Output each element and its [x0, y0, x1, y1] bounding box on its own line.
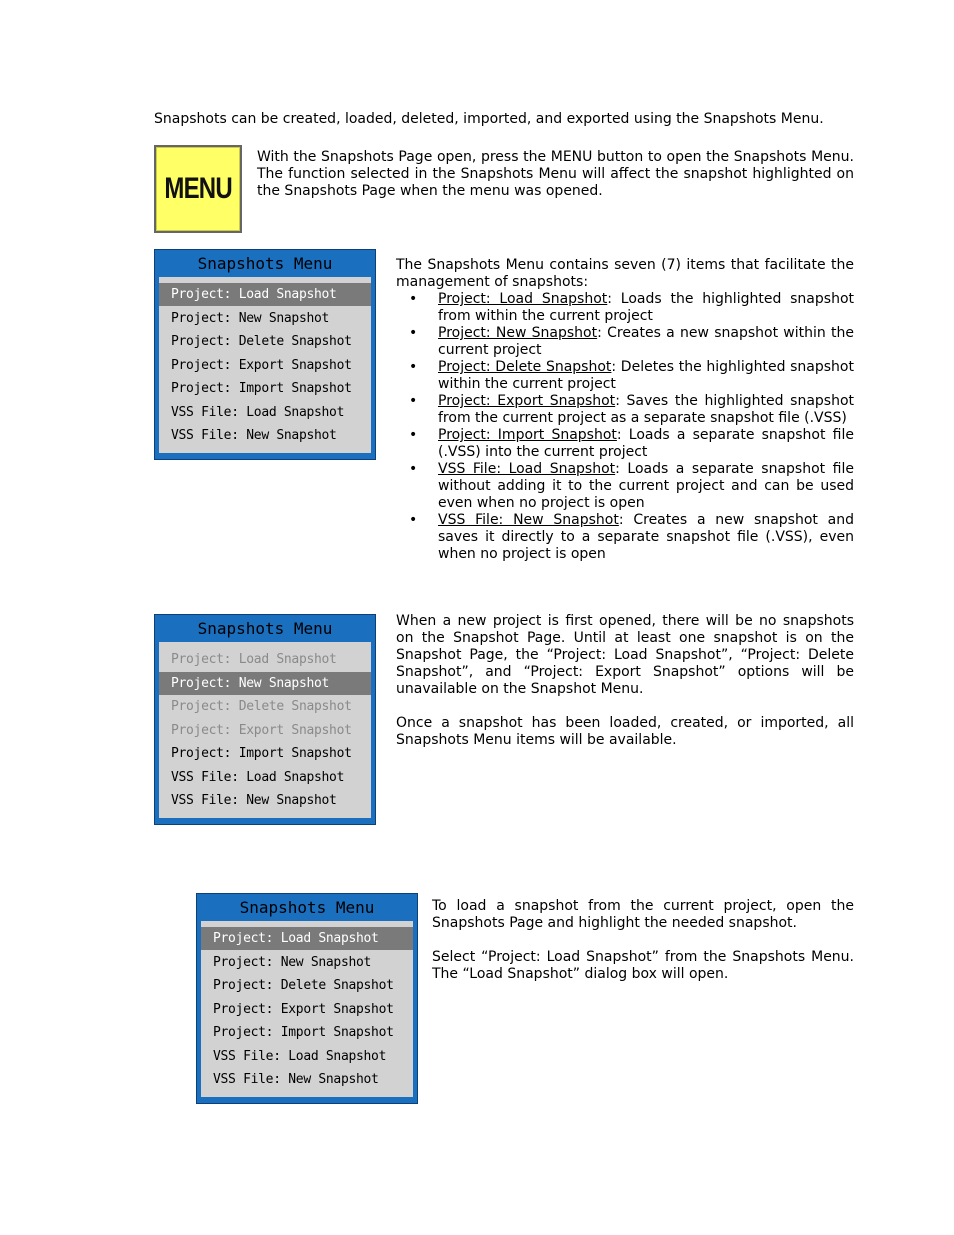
menu-item: VSS File: Load Snapshot: [213, 1048, 387, 1064]
menu-item: Project: Delete Snapshot: [213, 978, 394, 993]
menu-item-desc: : Creates a new snapshot and saves it directly to a separate snapshot file (.VSS), even when no project is open: [438, 512, 855, 562]
snapshots-menu-list: [201, 921, 413, 1097]
menu-item: VSS File: New Snapshot: [171, 793, 337, 808]
menu-items-lead: The Snapshots Menu contains seven (7) items that facilitate the management of snapshots:: [396, 257, 854, 290]
menu-item-description: [396, 427, 854, 461]
menu-item-desc: : Deletes the highlighted snapshot within the current project: [438, 359, 854, 392]
menu-key-description: With the Snapshots Page open, press the MENU button to open the Snapshots Menu. The function selected in the Snapshots Menu will affect the snapshot highlighted on the Snapshots Page when the menu was opened.: [257, 149, 854, 199]
menu-item: Project: New Snapshot: [213, 954, 372, 970]
menu-items-list: [396, 291, 854, 563]
menu-button-image: [154, 145, 242, 233]
menu-item-description: [396, 359, 854, 393]
menu-item: Project: Delete Snapshot: [171, 334, 352, 349]
snapshots-menu-2: [154, 614, 376, 825]
menu-item-desc: : Loads a separate snapshot file (.VSS) into the current project: [438, 427, 854, 460]
menu-item-desc: : Creates a new snapshot within the current project: [438, 325, 855, 358]
snapshots-menu-1: [154, 249, 376, 460]
menu-item-term: VSS File: Load Snapshot: [438, 461, 616, 477]
availability-paragraph: Once a snapshot has been loaded, created, or imported, all Snapshots Menu items will be available.: [396, 715, 854, 748]
menu-item-term: Project: Delete Snapshot: [438, 359, 612, 375]
menu-item: Project: Import Snapshot: [213, 1025, 394, 1040]
menu-item: Project: New Snapshot: [159, 672, 371, 695]
menu-item-term: Project: New Snapshot: [438, 325, 598, 341]
snapshots-menu-list: [159, 642, 371, 818]
menu-item-desc: : Loads a separate snapshot file without adding it to the current project and can be used even when no project is open: [438, 461, 854, 511]
menu-item: VSS File: New Snapshot: [171, 428, 337, 443]
menu-item: Project: Load Snapshot: [201, 927, 413, 950]
menu-item: VSS File: Load Snapshot: [171, 769, 345, 785]
snapshots-menu-title: Snapshots Menu: [239, 898, 375, 917]
menu-item-description: [396, 393, 854, 427]
new-project-paragraph: When a new project is first opened, there will be no snapshots on the Snapshot Page. Until at least one snapshot is on the Snapshot Page, the “Project: Load Snapshot”, “Project: Delete Snapshot”, and “Project: Export Snapshot” options will be unavailable on the Snapshot Menu.: [396, 613, 854, 697]
menu-item-description: [396, 512, 854, 563]
menu-item: Project: Export Snapshot: [171, 722, 352, 738]
menu-item-desc: : Loads the highlighted snapshot from within the current project: [438, 291, 854, 324]
menu-item-description: [396, 291, 854, 325]
snapshots-menu-list: [159, 277, 371, 453]
load-snapshot-step2: Select “Project: Load Snapshot” from the Snapshots Menu. The “Load Snapshot” dialog box will open.: [432, 949, 854, 982]
menu-button-label: MENU: [164, 172, 232, 205]
menu-item-desc: : Saves the highlighted snapshot from the current project as a separate snapshot file (.VSS): [438, 393, 855, 426]
menu-item: Project: Import Snapshot: [171, 746, 352, 761]
menu-item: VSS File: New Snapshot: [213, 1072, 379, 1087]
menu-item: Project: Load Snapshot: [171, 652, 337, 667]
menu-item: Project: Delete Snapshot: [171, 699, 352, 714]
snapshots-menu-title: Snapshots Menu: [197, 619, 333, 638]
menu-item: Project: Export Snapshot: [171, 357, 352, 373]
menu-item-term: Project: Export Snapshot: [438, 393, 616, 409]
intro-text: Snapshots can be created, loaded, deleted, imported, and exported using the Snapshots Menu.: [154, 111, 824, 127]
menu-item: Project: Load Snapshot: [159, 283, 371, 306]
menu-item-term: Project: Load Snapshot: [438, 291, 608, 307]
menu-item-description: [396, 461, 854, 512]
menu-item: Project: New Snapshot: [171, 310, 330, 326]
menu-item: Project: Export Snapshot: [213, 1001, 394, 1017]
menu-item-description: [396, 325, 854, 359]
snapshots-menu-3: [196, 893, 418, 1104]
menu-item: VSS File: Load Snapshot: [171, 404, 345, 420]
menu-item: Project: Import Snapshot: [171, 381, 352, 396]
menu-item-term: Project: Import Snapshot: [438, 427, 617, 443]
load-snapshot-step1: To load a snapshot from the current project, open the Snapshots Page and highlight the needed snapshot.: [432, 898, 854, 931]
menu-item-term: VSS File: New Snapshot: [438, 512, 619, 528]
snapshots-menu-title: Snapshots Menu: [197, 254, 333, 273]
